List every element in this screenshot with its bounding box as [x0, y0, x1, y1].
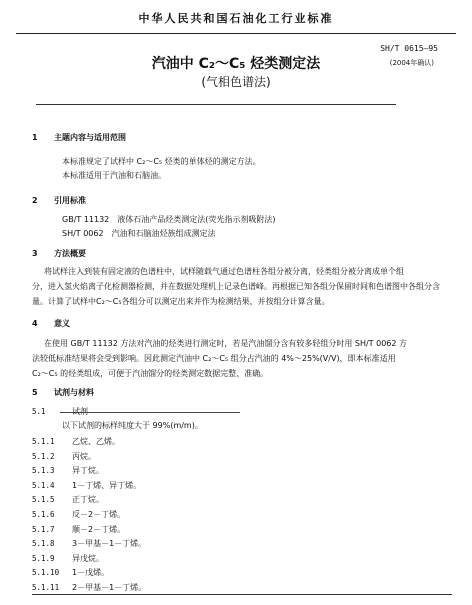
confirmation-note: (2004年确认): [389, 59, 434, 67]
paragraph: 在使用 GB/T 11132 方法对汽油的烃类进行测定时，若是汽油馏分含有较多轻组分时用 SH/T 0062 方: [44, 339, 408, 348]
reagent-item: [32, 582, 146, 593]
reagent-item: [32, 465, 104, 476]
section-heading: 3 方法概要: [32, 249, 86, 258]
reagent-item-number: 5.1.9: [32, 553, 55, 563]
paragraph: 以下试剂的标样纯度大于 99%(m/m)。: [62, 421, 203, 430]
reagent-item-label: 正丁烷。: [72, 495, 104, 505]
reagent-item-label: 1－丁烯、异丁烯。: [72, 480, 142, 490]
paragraph: 将试样注入到装有固定液的色谱柱中，试样随载气通过色谱柱各组分被分离，烃类组分被分离成单个组: [44, 267, 404, 276]
reagent-item-number: 5.1.7: [32, 524, 55, 534]
reagent-item-number: 5.1.10: [32, 568, 60, 578]
reagent-item-number: 5.1.3: [32, 466, 55, 476]
document-subtitle: (气相色谱法): [201, 75, 271, 89]
reagent-item-label: 反－2－丁烯。: [72, 510, 126, 519]
paragraph: 本标准适用于汽油和石脑油。: [62, 171, 166, 180]
paragraph: 分，进入氢火焰离子化检测器检测，并在数据处理机上记录色谱峰。再根据已知各组分保留时间和色谱图中各组分含: [32, 282, 440, 291]
subsection-heading: 5.1 试剂: [32, 407, 88, 416]
reagent-item-label: 乙烷、乙烯。: [72, 437, 120, 446]
reagent-item-number: 5.1.1: [32, 437, 55, 446]
reagent-item-label: 2－甲基－1－丁烯。: [72, 583, 147, 592]
reagent-item: [32, 524, 125, 535]
reagent-item-label: 顺－2－丁烯。: [72, 524, 126, 534]
paragraph: 法较低标准结果将会受到影响。因此测定汽油中 C₂～C₅ 组分占汽油的 4%～25%(V/V)，即本标准适用: [32, 354, 396, 363]
reagent-item-label: 丙烷。: [72, 451, 96, 461]
paragraph: C₂～C₅ 的烃类组成，可便于汽油馏分的烃类测定数据完整、准确。: [32, 369, 269, 378]
reagent-item-label: 异丁烷。: [72, 466, 104, 476]
header-rule: [16, 33, 456, 34]
reagent-item-label: 异戊烷。: [72, 553, 104, 563]
reagent-item: [32, 480, 141, 491]
reagent-item: [32, 436, 120, 447]
reagent-item-number: 5.1.11: [32, 583, 60, 592]
footer-rule: [32, 594, 452, 595]
section-heading: 2 引用标准: [32, 196, 86, 205]
section-heading: 1 主题内容与适用范围: [32, 133, 126, 142]
reagent-item: [32, 553, 104, 564]
reagent-item: [32, 538, 146, 549]
reagent-item: [32, 494, 104, 505]
document-title: 汽油中 C₂～C₅ 烃类测定法: [151, 56, 321, 72]
reagent-item-number: 5.1.5: [32, 495, 55, 505]
paragraph: 本标准规定了试样中 C₂～C₅ 烃类的单体烃的测定方法。: [62, 157, 261, 166]
reagent-item: [32, 567, 109, 578]
paragraph: 量。计算了试样中C₂～C₅各组分可以测定出来并作为检测结果，并按组分计算含量。: [32, 297, 330, 306]
reagent-item-number: 5.1.2: [32, 451, 55, 461]
reagent-item-number: 5.1.4: [32, 480, 55, 490]
reagent-item-label: 1－戊烯。: [72, 568, 110, 578]
reagent-item-number: 5.1.6: [32, 510, 55, 519]
section-heading: 5 试剂与材料: [32, 388, 94, 397]
reagent-item-label: 3－甲基－1－丁烯。: [72, 539, 147, 549]
standard-category-header: 中华人民共和国石油化工行业标准: [138, 12, 334, 25]
reagent-item: [32, 509, 125, 520]
reference-item: GB/T 11132 液体石油产品烃类测定法(荧光指示剂吸附法): [62, 215, 276, 224]
subsection-underline: [60, 412, 240, 413]
standard-number: SH/T 0615—95: [380, 44, 438, 53]
title-divider: [36, 104, 396, 105]
section-heading: 4 意义: [32, 319, 70, 328]
reference-item: SH/T 0062 汽油和石脑油烃族组成测定法: [62, 229, 216, 238]
reagent-item-number: 5.1.8: [32, 539, 55, 549]
reagent-item: [32, 451, 96, 462]
